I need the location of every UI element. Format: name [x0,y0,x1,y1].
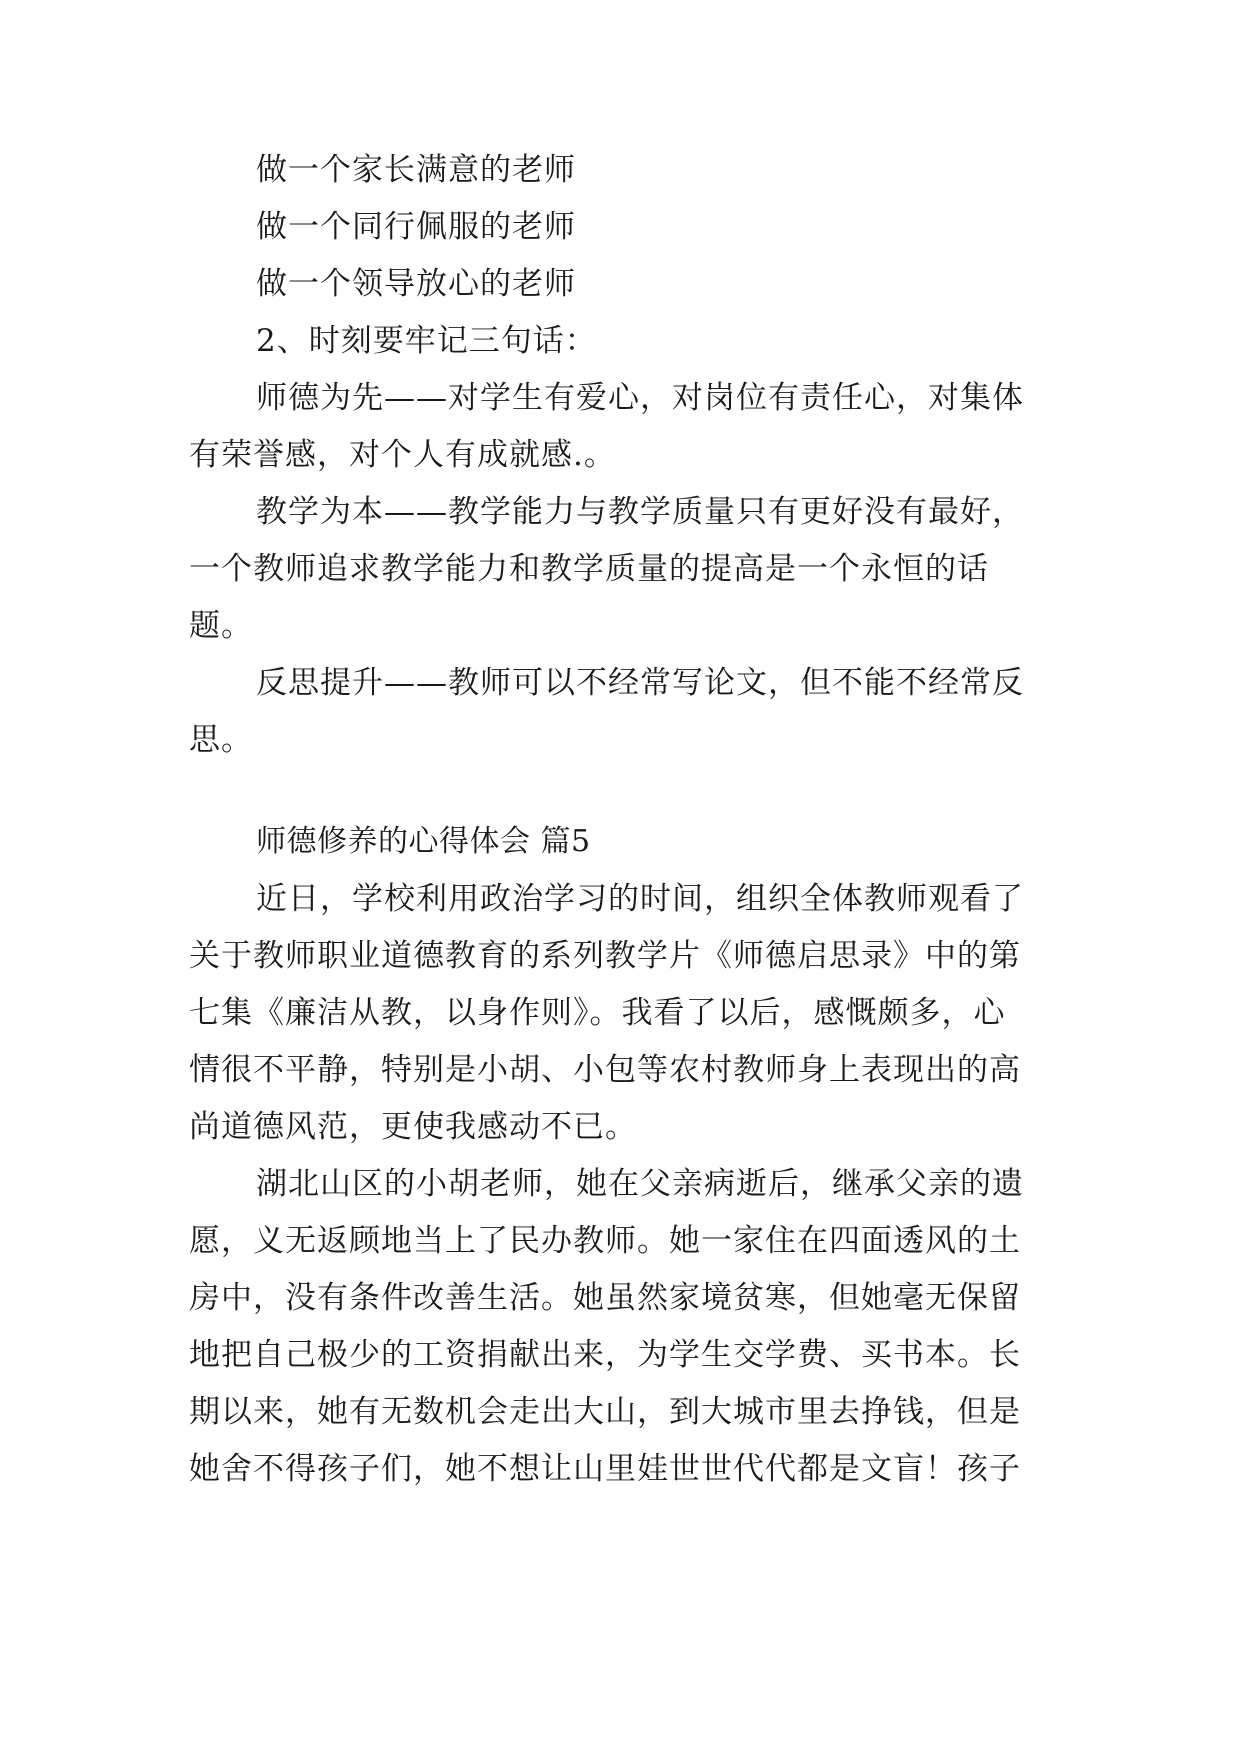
text-line-19: 愿，义无返顾地当上了民办教师。她一家住在四面透风的土 [189,1223,1021,1259]
text-line-23: 她舍不得孩子们，她不想让山里娃世世代代都是文盲！孩子 [189,1451,1021,1487]
text-line-6: 有荣誉感，对个人有成就感.。 [189,437,616,473]
text-line-20: 房中，没有条件改善生活。她虽然家境贫寒，但她毫无保留 [189,1280,1021,1316]
text-line-10: 反思提升——教师可以不经常写论文，但不能不经常反 [256,665,1024,701]
text-line-21: 地把自己极少的工资捐献出来，为学生交学费、买书本。长 [189,1337,1021,1373]
text-line-14: 关于教师职业道德教育的系列教学片《师德启思录》中的第 [189,938,1021,974]
text-line-22: 期以来，她有无数机会走出大山，到大城市里去挣钱，但是 [189,1394,1021,1430]
text-line-5: 师德为先——对学生有爱心，对岗位有责任心，对集体 [256,380,1024,416]
text-line-13: 近日，学校利用政治学习的时间，组织全体教师观看了 [256,881,1024,917]
section-heading: 师德修养的心得体会 篇5 [256,824,591,859]
text-line-4: 2、时刻要牢记三句话： [256,323,597,359]
text-line-18: 湖北山区的小胡老师，她在父亲病逝后，继承父亲的遗 [256,1166,1024,1202]
text-line-11: 思。 [189,722,253,758]
text-line-15: 七集《廉洁从教，以身作则》。我看了以后，感慨颇多，心 [189,995,1006,1031]
text-line-17: 尚道德风范，更使我感动不已。 [189,1109,637,1145]
text-line-16: 情很不平静，特别是小胡、小包等农村教师身上表现出的高 [189,1052,1021,1088]
text-line-8: 一个教师追求教学能力和教学质量的提高是一个永恒的话 [189,551,989,587]
text-line-7: 教学为本——教学能力与教学质量只有更好没有最好， [256,494,1024,530]
text-line-2: 做一个同行佩服的老师 [256,209,576,245]
text-line-9: 题。 [189,608,253,644]
text-line-1: 做一个家长满意的老师 [256,152,576,188]
text-line-3: 做一个领导放心的老师 [256,266,576,302]
